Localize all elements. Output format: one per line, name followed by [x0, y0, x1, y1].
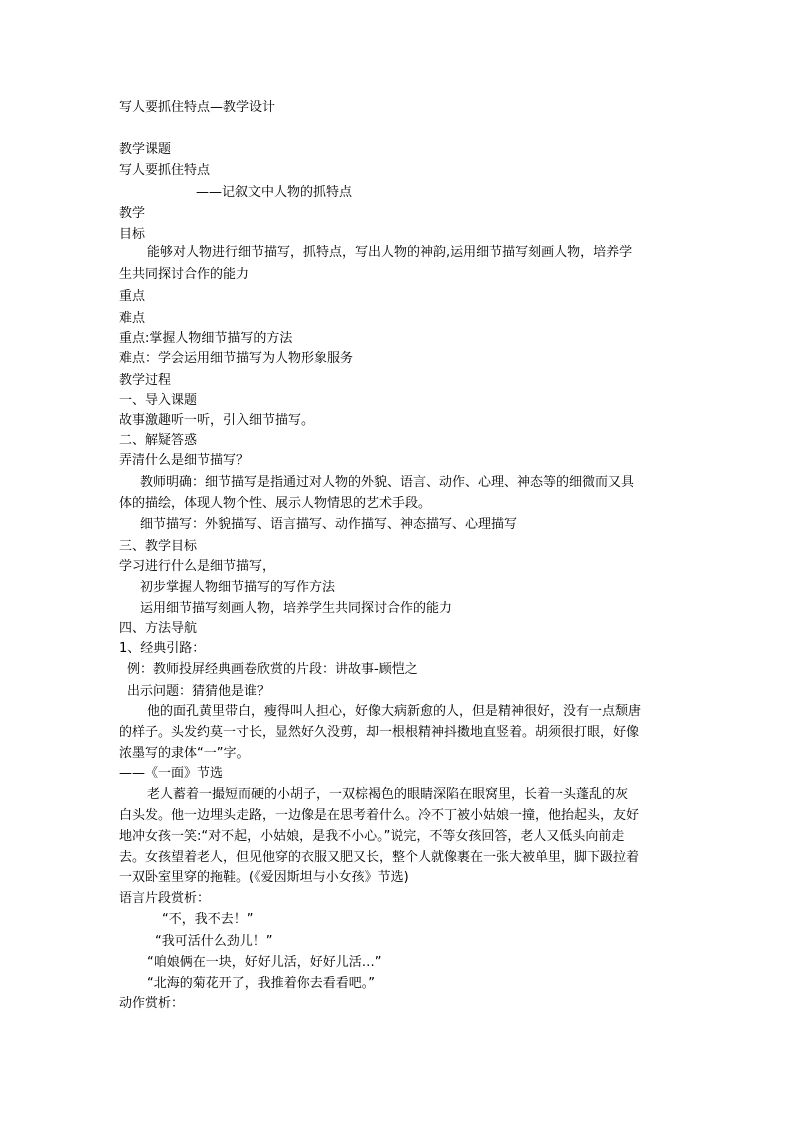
definition-line-2: 体的描绘，体现人物个性、展示人物情思的艺术手段。 — [119, 496, 432, 511]
label-teaching: 教学 — [119, 206, 146, 221]
key-point-text: 重点:掌握人物细节描写的方法 — [119, 331, 293, 346]
label-goal: 目标 — [119, 227, 146, 242]
section-2-heading: 二、解疑答惑 — [119, 433, 198, 448]
passage-2-line-2: 白头发。他一边埋头走路，一边像是在思考着什么。冷不丁被小姑娘一撞，他抬起头，友好 — [119, 808, 640, 823]
section-2-question: 弄清什么是细节描写？ — [119, 453, 250, 468]
section-1-heading: 一、导入课题 — [119, 393, 198, 408]
document-title: 写人要抓住特点—教学设计 — [119, 100, 276, 115]
passage-2-line-3: 地冲女孩一笑:“对不起，小姑娘，是我不小心。”说完，不等女孩回答，老人又低头向前走 — [119, 829, 625, 844]
quote-2: “我可活什么劲儿！” — [155, 934, 273, 949]
quote-4: “北海的菊花开了，我推着你去看看吧。” — [147, 976, 375, 991]
label-key-point: 重点 — [119, 289, 146, 304]
goal-line-2: 生共同探讨合作的能力 — [119, 267, 250, 282]
definition-line-1: 教师明确：细节描写是指通过对人物的外貌、语言、动作、心理、神态等的细微而又具 — [140, 475, 635, 490]
passage-2-line-1: 老人蓄着一撮短而硬的小胡子，一双棕褐色的眼睛深陷在眼窝里，长着一头蓬乱的灰 — [147, 787, 629, 802]
topic-title: 写人要抓住特点 — [119, 163, 211, 178]
heading-teaching-process: 教学过程 — [119, 373, 172, 388]
goal-item-3: 运用细节描写刻画人物，培养学生共同探讨合作的能力 — [140, 601, 453, 616]
section-4-heading: 四、方法导航 — [119, 621, 198, 636]
language-analysis-heading: 语言片段赏析： — [119, 891, 211, 906]
detail-types: 细节描写：外貌描写、语言描写、动作描写、神态描写、心理描写 — [140, 517, 518, 532]
label-difficulty: 难点 — [119, 311, 146, 326]
goal-item-1: 学习进行什么是细节描写， — [119, 559, 276, 574]
difficulty-text: 难点：学会运用细节描写为人物形象服务 — [119, 351, 354, 366]
question-line: 出示问题：猜猜他是谁？ — [127, 684, 271, 699]
action-analysis-heading: 动作赏析： — [119, 996, 185, 1011]
passage-1-line-2: 的样子。头发约莫一寸长，显然好久没剪，却一根根精神抖擞地直竖着。胡须很打眼，好像 — [119, 725, 640, 740]
heading-teaching-topic: 教学课题 — [119, 142, 172, 157]
section-3-heading: 三、教学目标 — [119, 539, 198, 554]
passage-1-line-3: 浓墨写的隶体“一”字。 — [119, 746, 250, 761]
quote-3: “咱娘俩在一块，好好儿活，好好儿活…” — [147, 955, 382, 970]
example-line: 例：教师投屏经典画卷欣赏的片段：讲故事-顾恺之 — [127, 662, 418, 677]
topic-subtitle: ——记叙文中人物的抓特点 — [196, 185, 353, 200]
classic-guide-heading: 1、经典引路： — [119, 641, 206, 656]
section-1-text: 故事激趣听一听，引入细节描写。 — [119, 413, 315, 428]
passage-1-source: ——《一面》节选 — [119, 766, 224, 781]
goal-line-1: 能够对人物进行细节描写，抓特点，写出人物的神韵,运用细节描写刻画人物，培养学 — [147, 245, 633, 260]
quote-1: “不，我不去！” — [162, 912, 254, 927]
passage-1-line-1: 他的面孔黄里带白，瘦得叫人担心，好像大病新愈的人，但是精神很好，没有一点颓唐 — [147, 704, 642, 719]
passage-2-line-4: 去。女孩望着老人，但见他穿的衣服又肥又长，整个人就像裹在一张大被单里，脚下趿拉着 — [119, 850, 640, 865]
passage-2-line-5: 一双卧室里穿的拖鞋。(《爱因斯坦与小女孩》节选) — [119, 870, 409, 885]
goal-item-2: 初步掌握人物细节描写的写作方法 — [140, 580, 336, 595]
